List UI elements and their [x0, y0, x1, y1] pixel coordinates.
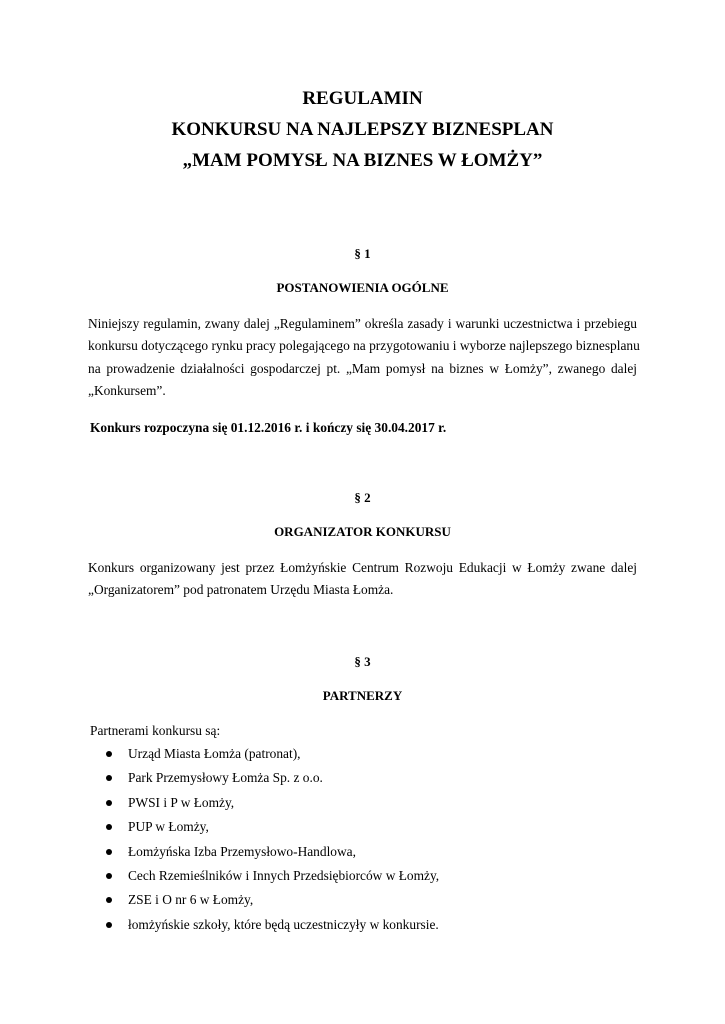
partner-name: łomżyńskie szkoły, które będą uczestniczyły w konkursie. [128, 916, 439, 932]
section-3-number: § 3 [354, 654, 371, 669]
paragraph-line: Niniejszy regulamin, zwany dalej „Regulaminem” określa zasady i warunki uczestnictwa i przebiegu [88, 316, 637, 331]
list-item [104, 815, 439, 839]
document-contest-name: „MAM POMYSŁ NA BIZNES W ŁOMŻY” [182, 150, 543, 171]
partner-name: PWSI i P w Łomży, [128, 794, 235, 810]
partner-name: Cech Rzemieślników i Innych Przedsiębiorców w Łomży, [128, 867, 440, 883]
bullet-icon [106, 897, 112, 903]
list-item [104, 888, 439, 912]
bullet-icon [106, 775, 112, 781]
partner-name: Park Przemysłowy Łomża Sp. z o.o. [128, 770, 323, 786]
partners-intro: Partnerami konkursu są: [90, 723, 221, 738]
bullet-icon [106, 751, 112, 757]
section-3-heading: PARTNERZY [322, 688, 403, 703]
paragraph-line: „Konkursem”. [88, 382, 166, 398]
section-2-paragraph [88, 557, 637, 602]
document-title: REGULAMIN [302, 88, 423, 109]
list-item [104, 742, 439, 766]
section-1-paragraph [88, 313, 640, 402]
paragraph-line: „Organizatorem” pod patronatem Urzędu Miasta Łomża. [88, 582, 394, 598]
list-item [104, 840, 439, 864]
section-1-heading: POSTANOWIENIA OGÓLNE [276, 280, 449, 295]
list-item [104, 864, 439, 888]
section-2-heading: ORGANIZATOR KONKURSU [274, 524, 451, 539]
section-1-number: § 1 [354, 246, 371, 261]
partner-name: PUP w Łomży, [128, 819, 209, 835]
list-item [104, 791, 439, 815]
bullet-icon [106, 824, 112, 830]
partner-name: ZSE i O nr 6 w Łomży, [128, 892, 254, 908]
paragraph-line: Konkurs organizowany jest przez Łomżyńskie Centrum Rozwoju Edukacji w Łomży zwane dalej [88, 560, 637, 575]
list-item [104, 766, 439, 790]
paragraph-line: na prowadzenie działalności gospodarczej pt. „Mam pomysł na biznes w Łomży”, zwanego dalej [88, 360, 637, 376]
bullet-icon [106, 873, 112, 879]
contest-dates: Konkurs rozpoczyna się 01.12.2016 r. i kończy się 30.04.2017 r. [90, 420, 447, 435]
partners-list [104, 742, 439, 937]
bullet-icon [106, 922, 112, 928]
document-subtitle: KONKURSU NA NAJLEPSZY BIZNESPLAN [171, 119, 554, 140]
list-item [104, 913, 439, 937]
partner-name: Łomżyńska Izba Przemysłowo-Handlowa, [128, 843, 356, 859]
section-2-number: § 2 [354, 490, 371, 505]
bullet-icon [106, 849, 112, 855]
paragraph-line: konkursu dotyczącego rynku pracy polegającego na przygotowaniu i wyborze najlepszego biznesplanu [88, 338, 640, 354]
bullet-icon [106, 800, 112, 806]
partner-name: Urząd Miasta Łomża (patronat), [128, 746, 301, 761]
